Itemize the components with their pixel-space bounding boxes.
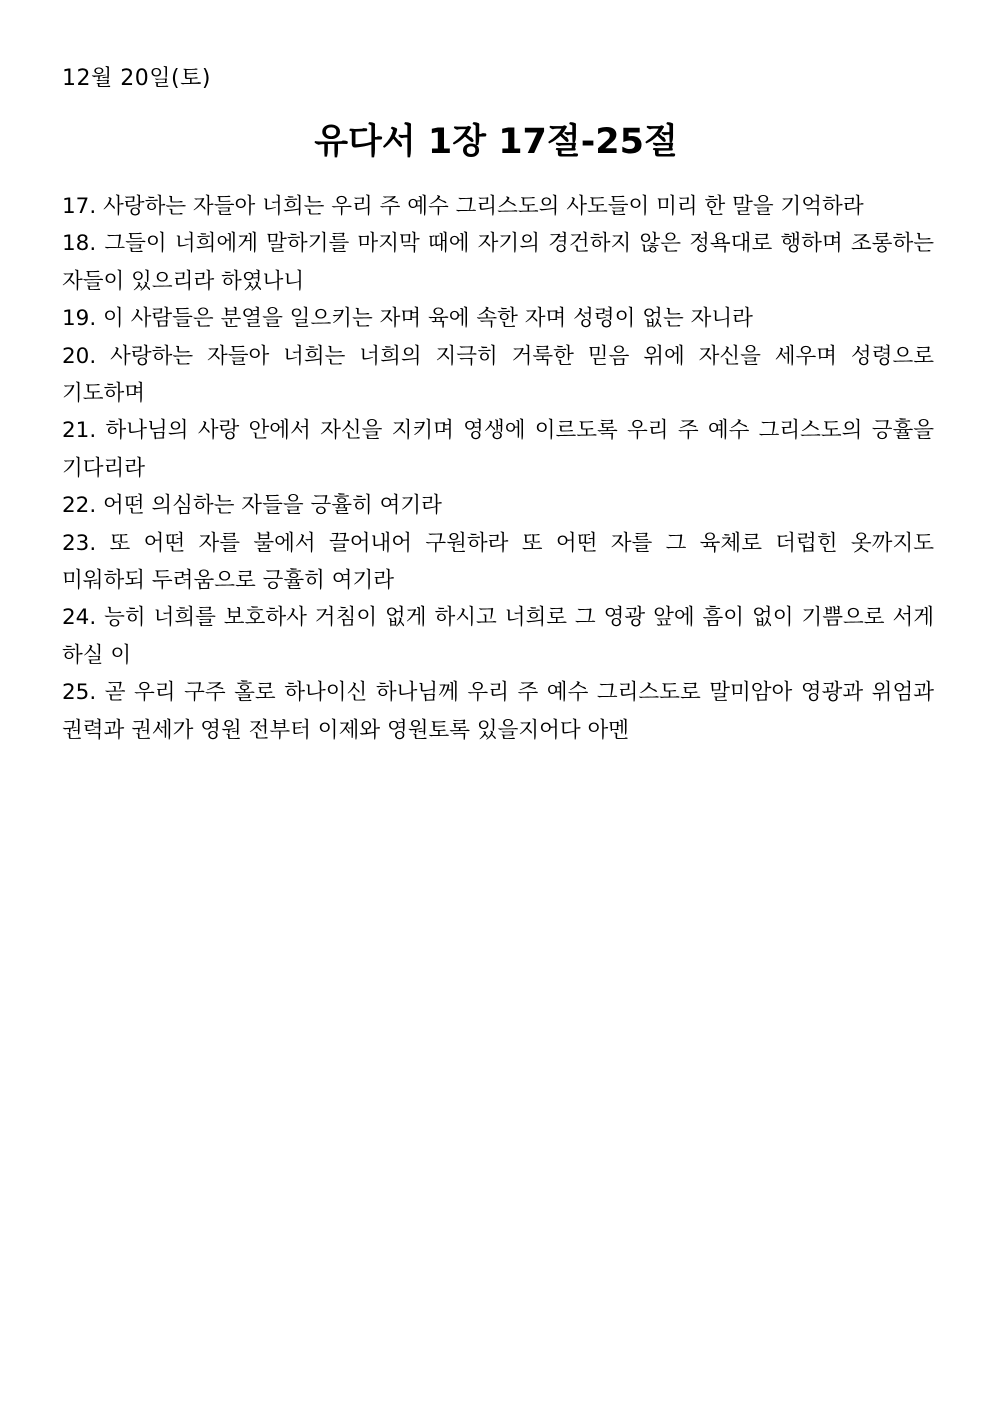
verse-17: 17. 사랑하는 자들아 너희는 우리 주 예수 그리스도의 사도들이 미리 한 말을 기억하라 (62, 194, 864, 219)
verse-21: 21. 하나님의 사랑 안에서 자신을 지키며 영생에 이르도록 우리 주 예수 그리스도의 긍휼을 기다리라 (62, 418, 934, 481)
verse-24: 24. 능히 너희를 보호하사 거침이 없게 하시고 너희로 그 영광 앞에 흠이 없이 기쁨으로 서게 하실 이 (62, 605, 934, 668)
verse-23: 23. 또 어떤 자를 불에서 끌어내어 구원하라 또 어떤 자를 그 육체로 더럽힌 옷까지도 미워하되 두려움으로 긍휼히 여기라 (62, 530, 934, 594)
verse-25: 25. 곧 우리 구주 홀로 하나이신 하나님께 우리 주 예수 그리스도로 말미암아 영광과 위엄과 권력과 권세가 영원 전부터 이제와 영원토록 있을지어다 아멘 (62, 680, 934, 743)
verse-22: 22. 어떤 의심하는 자들을 긍휼히 여기라 (62, 493, 442, 519)
verse-18: 18. 그들이 너희에게 말하기를 마지막 때에 자기의 경건하지 않은 정욕대로 행하며 조롱하는 자들이 있으리라 하였나니 (62, 231, 934, 294)
date-label: 12월 20일(토) (62, 66, 211, 91)
verse-19: 19. 이 사람들은 분열을 일으키는 자며 육에 속한 자며 성령이 없는 자니라 (62, 306, 753, 332)
page-title: 유다서 1장 17절-25절 (314, 122, 678, 162)
verse-20: 20. 사랑하는 자들아 너희는 너희의 지극히 거룩한 믿음 위에 자신을 세우며 성령으로 기도하며 (62, 343, 934, 407)
verse-list (62, 188, 934, 749)
